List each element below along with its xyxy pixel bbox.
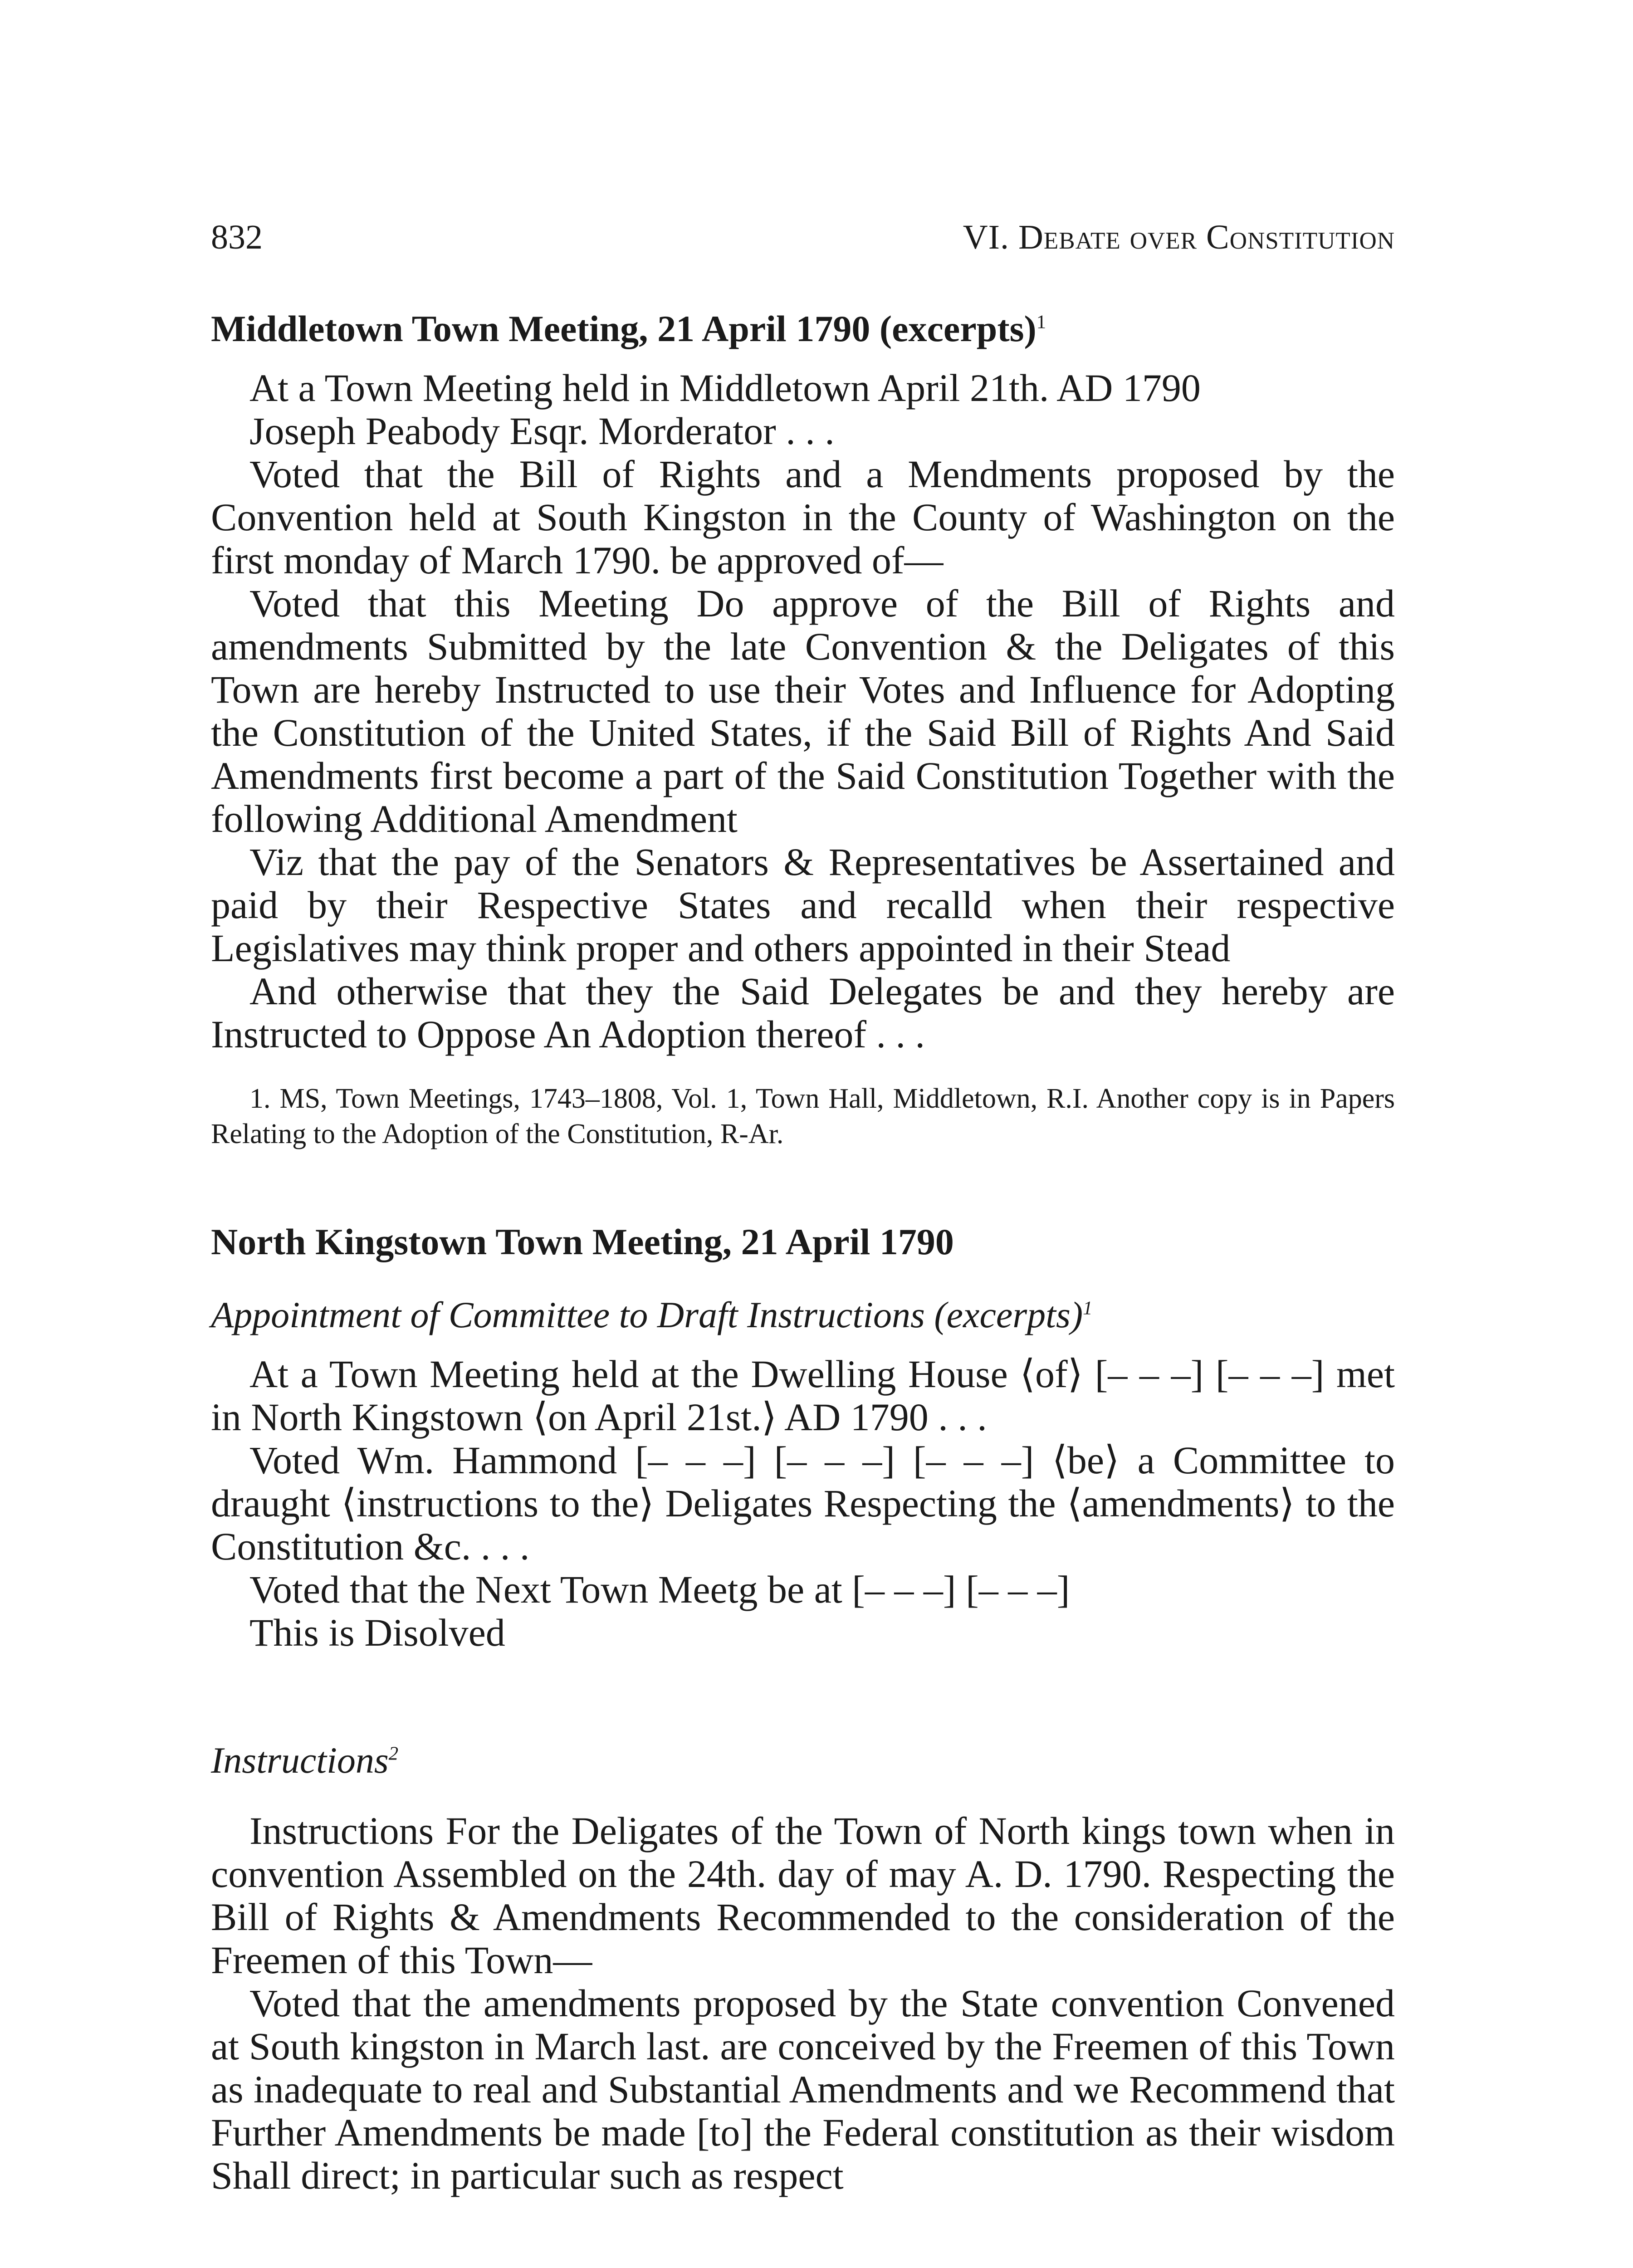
paragraph: This is Disolved — [249, 1611, 505, 1655]
committee-subheading-text: Appointment of Committee to Draft Instructions (excerpts) — [211, 1294, 1083, 1335]
paragraph: And otherwise that they the Said Delegates be and they hereby are Instructed to Oppose An Adoption thereof . . . — [211, 969, 1395, 1056]
document-page — [211, 220, 1395, 2197]
committee-body — [211, 1353, 1395, 1654]
paragraph: Voted Wm. Hammond [– – –] [– – –] [– – –] ⟨be⟩ a Committee to draught ⟨instructions to the⟩ Deligates Respecting the ⟨amendments⟩ to the Constitution &c. . . . — [211, 1438, 1395, 1569]
paragraph: At a Town Meeting held in Middletown April 21th. AD 1790 — [249, 366, 1201, 410]
instructions-body — [211, 1809, 1395, 2197]
instructions-subheading — [211, 1738, 1395, 1783]
paragraph: At a Town Meeting held at the Dwelling House ⟨of⟩ [– – –] [– – –] met in North Kingstown ⟨on April 21st.⟩ AD 1790 . . . — [211, 1352, 1395, 1439]
middletown-heading-text: Middletown Town Meeting, 21 April 1790 (excerpts) — [211, 308, 1037, 349]
paragraph: Voted that the Next Town Meetg be at [– – –] [– – –] — [249, 1568, 1070, 1612]
paragraph: Joseph Peabody Esqr. Morderator . . . — [249, 409, 835, 453]
paragraph: Voted that this Meeting Do approve of the Bill of Rights and amendments Submitted by the late Convention & the Deligates of this Town are hereby Instructed to use their Votes and Influence for Adopting the Constitution of the United States, if the Said Bill of Rights And Said Amendments first become a part of the Said Constitution Together with the following Additional Amendment — [211, 582, 1395, 841]
middletown-body — [211, 367, 1395, 1056]
committee-subheading — [211, 1293, 1395, 1337]
paragraph: Viz that the pay of the Senators & Representatives be Assertained and paid by their Respective States and recalld when their respective Legislatives may think proper and others appointed in their Stead — [211, 840, 1395, 970]
footnote-ref: 1 — [1083, 1297, 1093, 1319]
footnote-ref: 1 — [1036, 311, 1046, 333]
paragraph: Voted that the Bill of Rights and a Mendments proposed by the Convention held at South Kingston in the County of Washington on the first monday of March 1790. be approved of— — [211, 452, 1395, 582]
paragraph: Instructions For the Deligates of the Town of North kings town when in convention Assembled on the 24th. day of may A. D. 1790. Respecting the Bill of Rights & Amendments Recommended to the consideration of the Freemen of this Town— — [211, 1809, 1395, 1982]
instructions-subheading-text: Instructions — [211, 1740, 389, 1781]
page-number: 832 — [211, 218, 263, 256]
footnote-ref: 2 — [388, 1743, 399, 1765]
footnote: 1. MS, Town Meetings, 1743–1808, Vol. 1, Town Hall, Middletown, R.I. Another copy is in Papers Relating to the Adoption of the Constitution, R-Ar. — [211, 1083, 1395, 1150]
running-head — [211, 220, 1395, 254]
paragraph: Voted that the amendments proposed by the State convention Convened at South kingston in March last. are conceived by the Freemen of this Town as inadequate to real and Substantial Amendments and we Recommend that Further Amendments be made [to] the Federal constitution as their wisdom Shall direct; in particular such as respect — [211, 1981, 1395, 2197]
running-title: VI. Debate over Constitution — [963, 218, 1395, 256]
middletown-heading — [211, 307, 1395, 351]
north-kingstown-heading: North Kingstown Town Meeting, 21 April 1790 — [211, 1221, 954, 1263]
